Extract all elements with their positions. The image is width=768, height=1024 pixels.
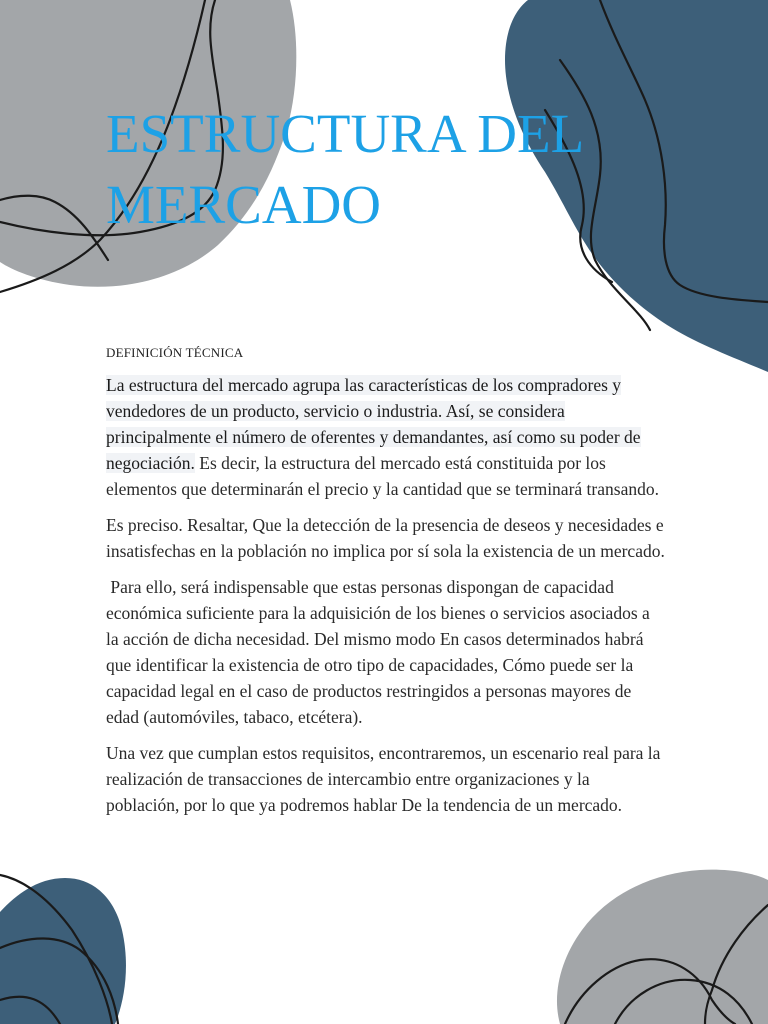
paragraph-1 [106, 372, 666, 502]
title-line-1: ESTRUCTURA DEL [106, 103, 585, 164]
paragraph-3: Para ello, será indispensable que estas personas dispongan de capacidad económica suficiente para la adquisición de los bienes o servicios asociados a la acción de dicha necesidad. Del mismo modo En casos determinados habrá que identificar la existencia de otro tipo de capacidades, Cómo puede ser la capacidad legal en el caso de productos restringidos a personas mayores de edad (automóviles, tabaco, etcétera). [106, 577, 655, 727]
paragraph-1-rest: Es decir, la estructura del mercado está constituida por los elementos que determinarán el precio y la cantidad que se terminará transando. [106, 453, 659, 499]
page-title [106, 98, 706, 240]
paragraph-1-highlight: La estructura del mercado agrupa las características de los compradores y vendedores de un producto, servicio o industria. Así, se considera principalmente el número de oferentes y demandantes, así como su poder de negociación. [106, 375, 641, 473]
body-text [106, 372, 666, 828]
title-line-2: MERCADO [106, 174, 382, 235]
section-subheading: DEFINICIÓN TÉCNICA [106, 345, 244, 360]
paragraph-4: Una vez que cumplan estos requisitos, encontraremos, un escenario real para la realización de transacciones de intercambio entre organizaciones y la población, por lo que ya podremos hablar De la tendencia de un mercado. [106, 743, 661, 815]
paragraph-2: Es preciso. Resaltar, Que la detección de la presencia de deseos y necesidades e insatisfechas en la población no implica por sí sola la existencia de un mercado. [106, 515, 665, 561]
